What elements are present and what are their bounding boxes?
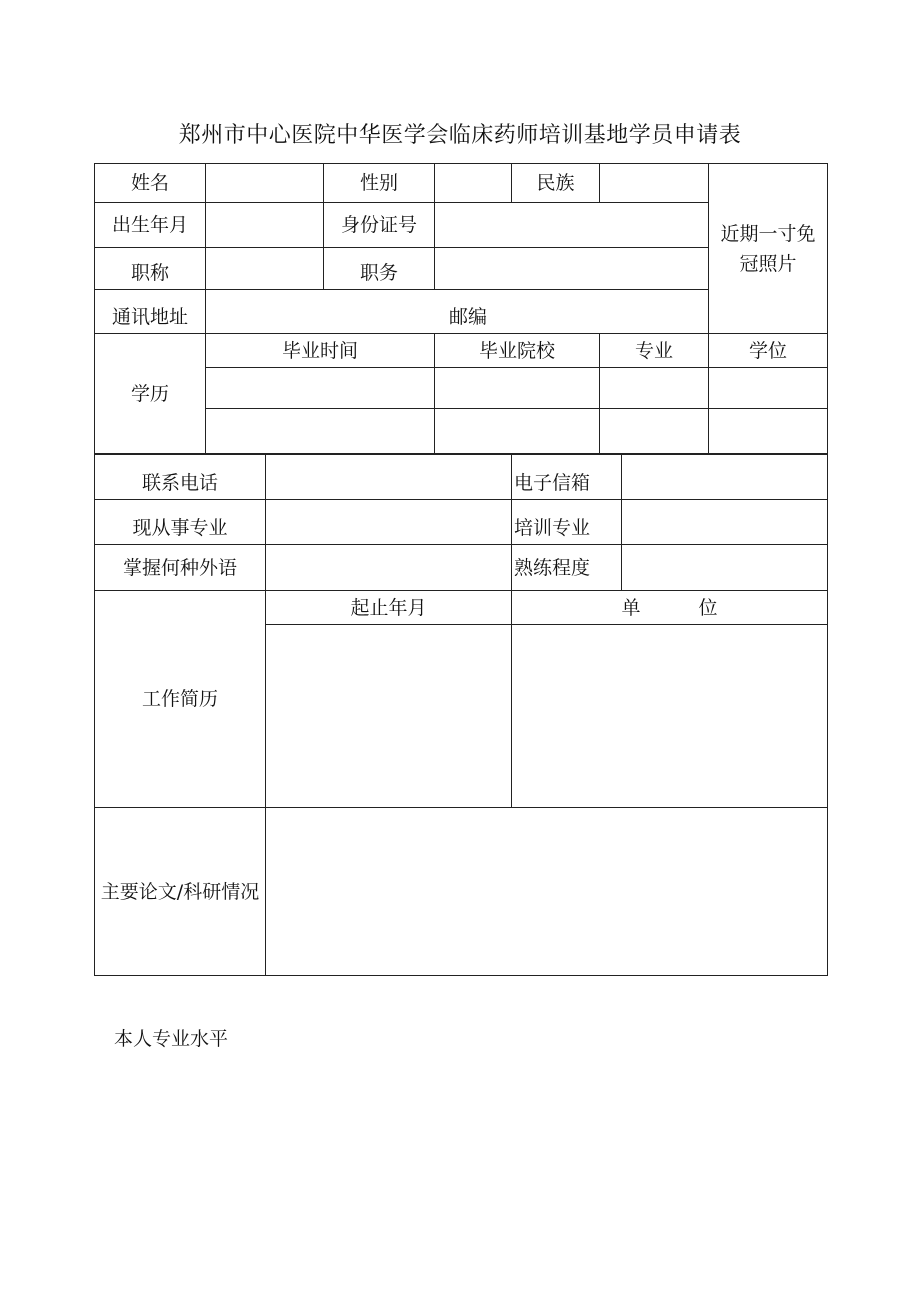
label-gender: 性别: [324, 164, 435, 203]
label-email: 电子信箱: [512, 455, 622, 500]
phone-field[interactable]: [266, 455, 512, 500]
basic-info-table: [94, 163, 828, 454]
page-title: 郑州市中心医院中华医学会临床药师培训基地学员申请表: [178, 123, 742, 148]
label-language: 掌握何种外语: [95, 545, 266, 591]
language-field[interactable]: [266, 545, 512, 591]
label-work-history: 工作简历: [95, 591, 266, 808]
papers-field[interactable]: [266, 808, 828, 976]
label-position: 职务: [324, 248, 435, 290]
training-major-field[interactable]: [622, 500, 828, 545]
id-number-field[interactable]: [435, 203, 709, 248]
edu-header-degree: 学位: [709, 334, 828, 368]
edu-header-school: 毕业院校: [435, 334, 600, 368]
position-field[interactable]: [435, 248, 709, 290]
label-training-major: 培训专业: [512, 500, 622, 545]
edu-degree-field-1[interactable]: [709, 368, 828, 409]
gender-field[interactable]: [435, 164, 512, 203]
title-rank-field[interactable]: [206, 248, 324, 290]
email-field[interactable]: [622, 455, 828, 500]
contact-work-table: [94, 454, 828, 976]
work-header-unit: [512, 591, 828, 625]
proficiency-field[interactable]: [622, 545, 828, 591]
photo-box[interactable]: 近期一寸免冠照片: [709, 164, 828, 334]
label-postcode: 邮编: [448, 306, 487, 328]
edu-header-major: 专业: [600, 334, 709, 368]
label-proficiency: 熟练程度: [512, 545, 622, 591]
label-current-major: 现从事专业: [95, 500, 266, 545]
edu-degree-field-2[interactable]: [709, 409, 828, 454]
edu-time-field-2[interactable]: [206, 409, 435, 454]
label-education: 学历: [95, 334, 206, 454]
label-papers: 主要论文/科研情况: [95, 808, 266, 976]
label-name: 姓名: [95, 164, 206, 203]
label-ethnicity: 民族: [512, 164, 600, 203]
work-header-unit-a: 单: [621, 596, 641, 619]
label-id-number: 身份证号: [324, 203, 435, 248]
edu-school-field-1[interactable]: [435, 368, 600, 409]
edu-header-graduation-time: 毕业时间: [206, 334, 435, 368]
edu-major-field-1[interactable]: [600, 368, 709, 409]
birth-field[interactable]: [206, 203, 324, 248]
work-header-unit-b: 位: [698, 596, 718, 619]
edu-time-field-1[interactable]: [206, 368, 435, 409]
name-field[interactable]: [206, 164, 324, 203]
work-unit-field[interactable]: [512, 625, 828, 808]
address-field[interactable]: [206, 290, 709, 334]
label-birth: 出生年月: [95, 203, 206, 248]
edu-school-field-2[interactable]: [435, 409, 600, 454]
work-period-field[interactable]: [266, 625, 512, 808]
edu-major-field-2[interactable]: [600, 409, 709, 454]
professional-level-label: 本人专业水平: [114, 1028, 229, 1050]
work-header-period: 起止年月: [266, 591, 512, 625]
label-phone: 联系电话: [95, 455, 266, 500]
ethnicity-field[interactable]: [600, 164, 709, 203]
label-address: 通讯地址: [95, 290, 206, 334]
label-title-rank: 职称: [95, 248, 206, 290]
current-major-field[interactable]: [266, 500, 512, 545]
